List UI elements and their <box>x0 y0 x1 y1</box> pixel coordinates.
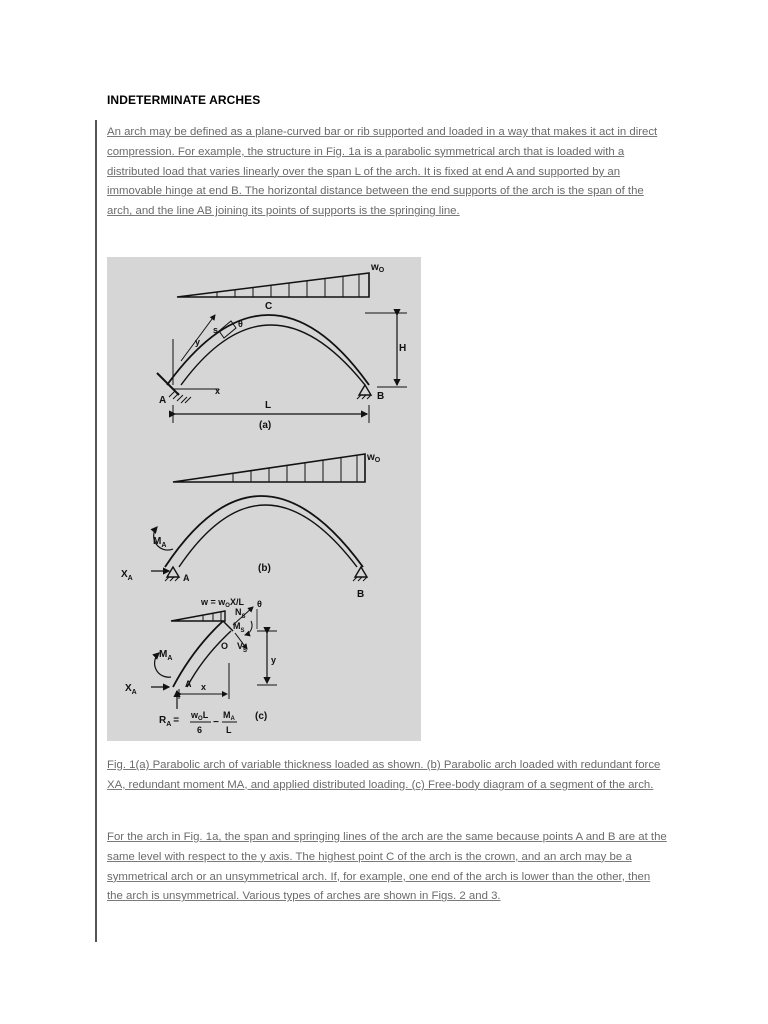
diagram-a <box>157 262 407 431</box>
arch-figure <box>107 257 421 741</box>
label-fig-a: (a) <box>259 420 272 431</box>
label-w0-a: $w_O$ <box>371 262 385 274</box>
arch-types-paragraph: For the arch in Fig. 1a, the span and springing lines of the arch are the same because points A and B are at the same level with respect to the y axis. The highest point C of the arch is the crown, and an arch may be a symmetrical arch or an unsymmetrical arch. If, for example, one end of the arch is lower than the other, then the arch is unsymmetrical. Various types of arches are shown in Figs. 2 and 3. <box>107 831 667 903</box>
label-c: C <box>265 301 273 312</box>
figure-caption: Fig. 1(a) Parabolic arch of variable thickness loaded as shown. (b) Parabolic arch loaded with redundant force XA, redundant moment MA, and applied distributed loading. (c) Free-body diagram of a segment of the arch. <box>107 759 661 791</box>
load-arrows-b <box>233 455 357 482</box>
moment-ms <box>245 621 252 635</box>
label-theta-c: θ <box>257 599 262 609</box>
label-h: H <box>399 343 407 354</box>
label-theta-a: θ <box>238 319 243 329</box>
arch-diagram <box>107 257 421 741</box>
label-frac2-den: L <box>226 725 232 735</box>
segment-inner-c <box>187 631 231 687</box>
label-b-b: B <box>357 589 365 600</box>
load-triangle-c <box>171 611 225 621</box>
label-xa-b: $X_A$ <box>121 569 133 582</box>
label-s: s <box>213 325 219 335</box>
hinge-b-b <box>355 567 367 577</box>
label-frac1-num: $w_OL$ <box>191 710 209 722</box>
diagram-b <box>121 452 381 600</box>
label-w0-b: $w_O$ <box>367 452 381 464</box>
label-fig-b: (b) <box>258 563 271 574</box>
label-l: L <box>265 400 272 411</box>
label-a-a: A <box>159 395 167 406</box>
fixed-support-a <box>157 373 179 395</box>
label-y-c: y <box>271 655 277 665</box>
label-ns: $N_S$ <box>235 607 246 620</box>
label-ms: $M_S$ <box>233 621 245 634</box>
load-triangle-a <box>177 273 369 297</box>
arch-a-inner <box>181 325 365 385</box>
label-b-a: B <box>377 391 385 402</box>
diagram-c <box>125 597 277 735</box>
label-xa-c: $X_A$ <box>125 683 137 696</box>
page-margin-bar <box>95 120 97 942</box>
label-frac2-num: $M_A$ <box>223 710 235 722</box>
label-fig-c: (c) <box>255 711 268 722</box>
label-ma-c: $M_A$ <box>159 649 173 662</box>
arch-b-outer <box>165 496 363 567</box>
label-a-b: A <box>183 573 190 583</box>
hinge-a-b <box>167 567 179 577</box>
label-y-a: y <box>195 337 201 347</box>
label-a-c: A <box>185 679 192 689</box>
label-o: O <box>221 641 229 651</box>
label-x-a: x <box>215 386 221 396</box>
label-x-c: x <box>201 682 207 692</box>
pin-support-b <box>359 385 371 395</box>
segment-outer-c <box>173 621 223 687</box>
document-title: INDETERMINATE ARCHES <box>107 93 261 107</box>
label-ma-b: $M_A$ <box>153 536 167 549</box>
label-vs: $V_S$ <box>237 641 248 654</box>
label-frac1-den: 6 <box>197 725 203 735</box>
label-ra: $R_A$ = <box>159 715 180 728</box>
intro-paragraph: An arch may be defined as a plane-curved bar or rib supported and loaded in a way that makes it act in direct compression. For example, the structure in Fig. 1a is a parabolic symmetrical arch that is loaded with a distributed load that varies linearly over the span L of the arch. It is fixed at end A and supported by an immovable hinge at end B. The horizontal distance between the end supports of the arch is the span of the arch, and the line AB joining its points of supports is the springing line. <box>107 126 658 218</box>
label-minus: − <box>213 717 219 728</box>
arch-b-inner <box>179 505 357 567</box>
label-w-eq: $w = w_OX/L$ <box>201 597 244 609</box>
